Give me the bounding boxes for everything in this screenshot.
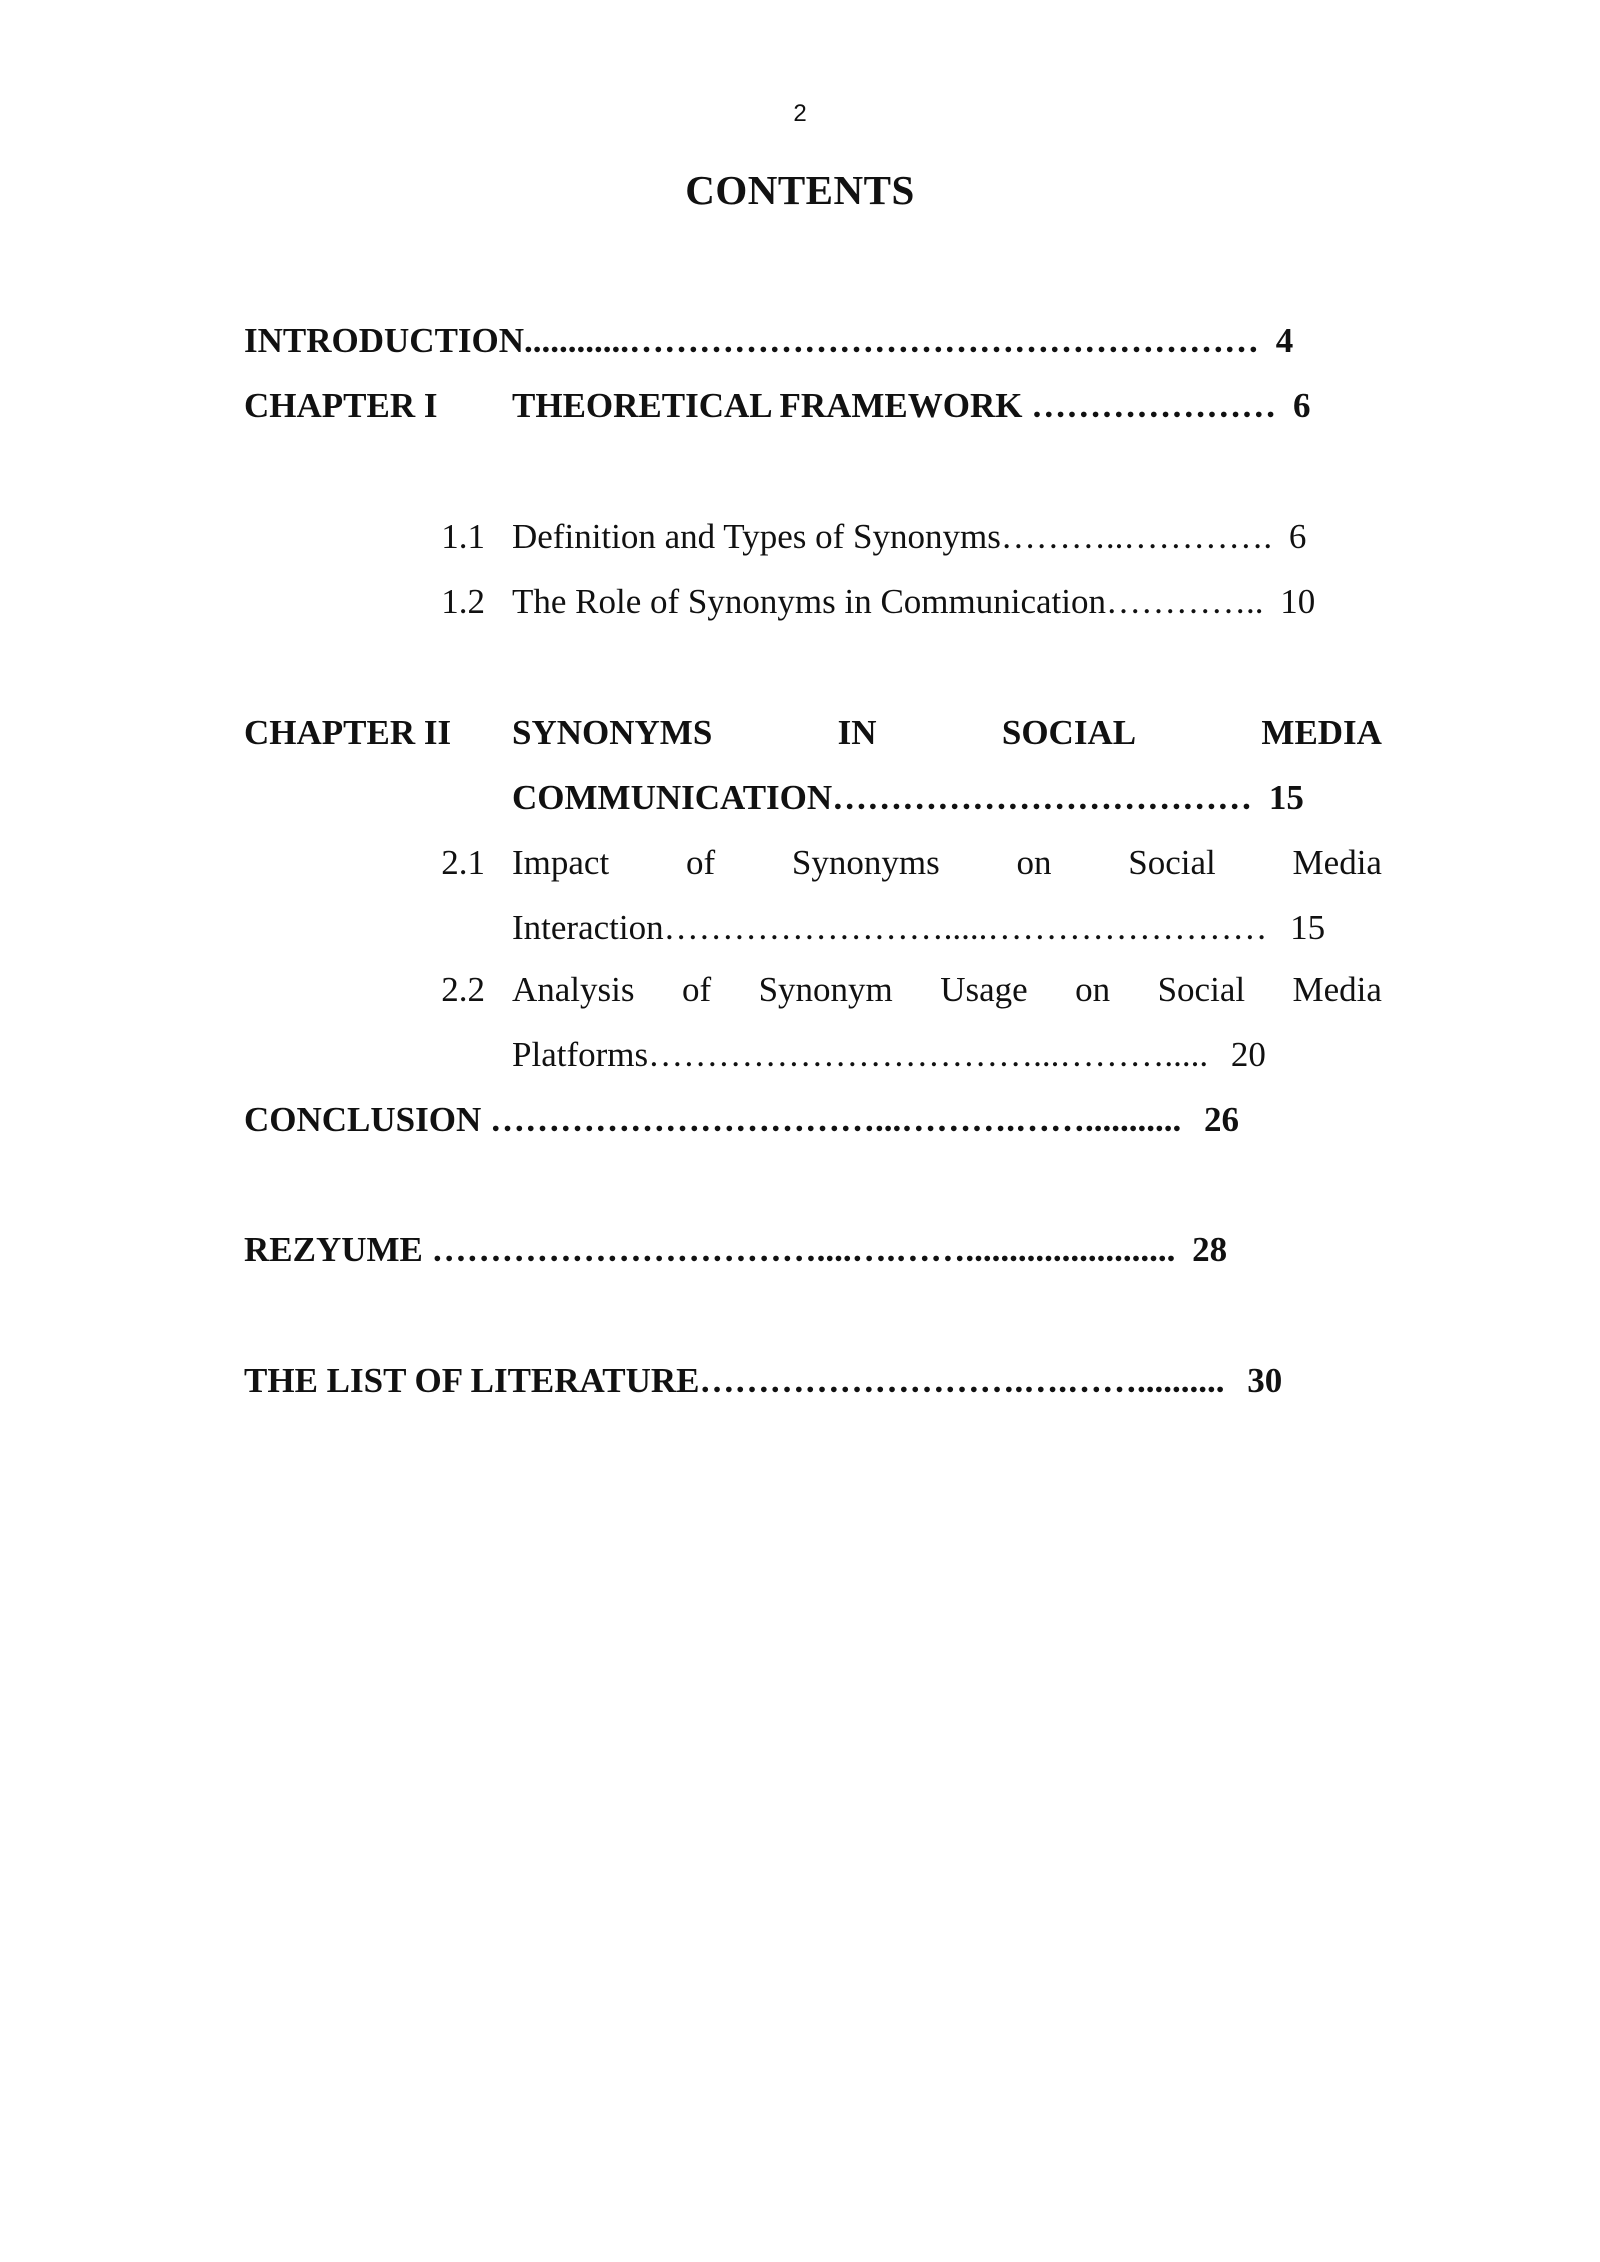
section-2-2-word: Analysis	[512, 970, 635, 1009]
section-2-2-word: Social	[1157, 970, 1246, 1009]
section-1-1-text: Definition and Types of Synonyms………..………….	[512, 517, 1273, 556]
chapter2-title-word: SYNONYMS	[512, 713, 713, 752]
toc-entry-introduction-text: INTRODUCTION............………………………………………………	[244, 321, 1260, 360]
section-1-1-number: 1.1	[441, 517, 485, 556]
section-2-2-word: Synonym	[758, 970, 893, 1009]
section-2-1-word: Synonyms	[791, 843, 940, 882]
toc-entry-rezyume-text: REZYUME ……………………………....….……........................	[244, 1230, 1176, 1269]
section-2-1-word: Impact	[512, 843, 610, 882]
section-1-2-text: The Role of Synonyms in Communication…………..	[512, 582, 1264, 621]
section-1-2-page: 10	[1280, 582, 1316, 621]
section-2-1-line1	[512, 842, 1382, 884]
section-2-1-line2	[512, 907, 1325, 949]
section-2-2-cont: Platforms……………………………...……….....	[512, 1035, 1209, 1074]
page-number: 2	[793, 100, 807, 127]
chapter1-page: 6	[1292, 386, 1311, 425]
section-2-2-number: 2.2	[441, 970, 485, 1009]
toc-entry-literature-page: 30	[1247, 1361, 1283, 1400]
section-2-2-word: on	[1075, 970, 1111, 1009]
section-2-2-word: Usage	[940, 970, 1028, 1009]
toc-entry-literature-text: THE LIST OF LITERATURE……………………….….……..........	[244, 1361, 1225, 1400]
toc-entry-conclusion	[244, 1099, 1239, 1141]
section-2-2-word: Media	[1292, 970, 1382, 1009]
chapter2-title-cont: COMMUNICATION………………………………	[512, 778, 1253, 817]
section-2-1-word: Social	[1128, 843, 1216, 882]
section-1-1	[512, 516, 1306, 558]
chapter2-page: 15	[1268, 778, 1304, 817]
section-2-1-cont: Interaction…………………….....……………………	[512, 908, 1268, 947]
toc-entry-conclusion-page: 26	[1204, 1100, 1240, 1139]
chapter1-title-text: THEORETICAL FRAMEWORK …………………	[512, 386, 1277, 425]
section-2-2-word: of	[681, 970, 712, 1009]
section-2-1-word: on	[1016, 843, 1052, 882]
chapter1-title	[512, 385, 1310, 427]
toc-entry-conclusion-text: CONCLUSION ……………………………...……….……...........	[244, 1100, 1182, 1139]
toc-entry-rezyume	[244, 1229, 1227, 1271]
toc-entry-rezyume-page: 28	[1192, 1230, 1228, 1269]
toc-entry-literature	[244, 1360, 1282, 1402]
section-2-1-word: Media	[1292, 843, 1382, 882]
section-2-1-number: 2.1	[441, 843, 485, 882]
section-2-1-page: 15	[1290, 908, 1326, 947]
toc-entry-introduction-page: 4	[1275, 321, 1294, 360]
chapter2-title-word: SOCIAL	[1001, 713, 1137, 752]
chapter2-title-word: IN	[837, 713, 877, 752]
section-2-2-line1	[512, 969, 1382, 1011]
section-1-2-number: 1.2	[441, 582, 485, 621]
section-1-1-page: 6	[1288, 517, 1307, 556]
section-2-2-line2	[512, 1034, 1266, 1076]
chapter2-title-word: MEDIA	[1261, 713, 1382, 752]
chapter2-title-line2	[512, 777, 1304, 819]
chapter1-label: CHAPTER I	[244, 386, 438, 425]
toc-entry-introduction	[244, 320, 1293, 362]
section-1-2	[512, 581, 1315, 623]
section-2-1-word: of	[685, 843, 716, 882]
section-2-2-page: 20	[1230, 1035, 1266, 1074]
chapter2-title-line1	[512, 712, 1382, 754]
page-title: CONTENTS	[685, 167, 915, 213]
chapter2-label: CHAPTER II	[244, 713, 452, 752]
